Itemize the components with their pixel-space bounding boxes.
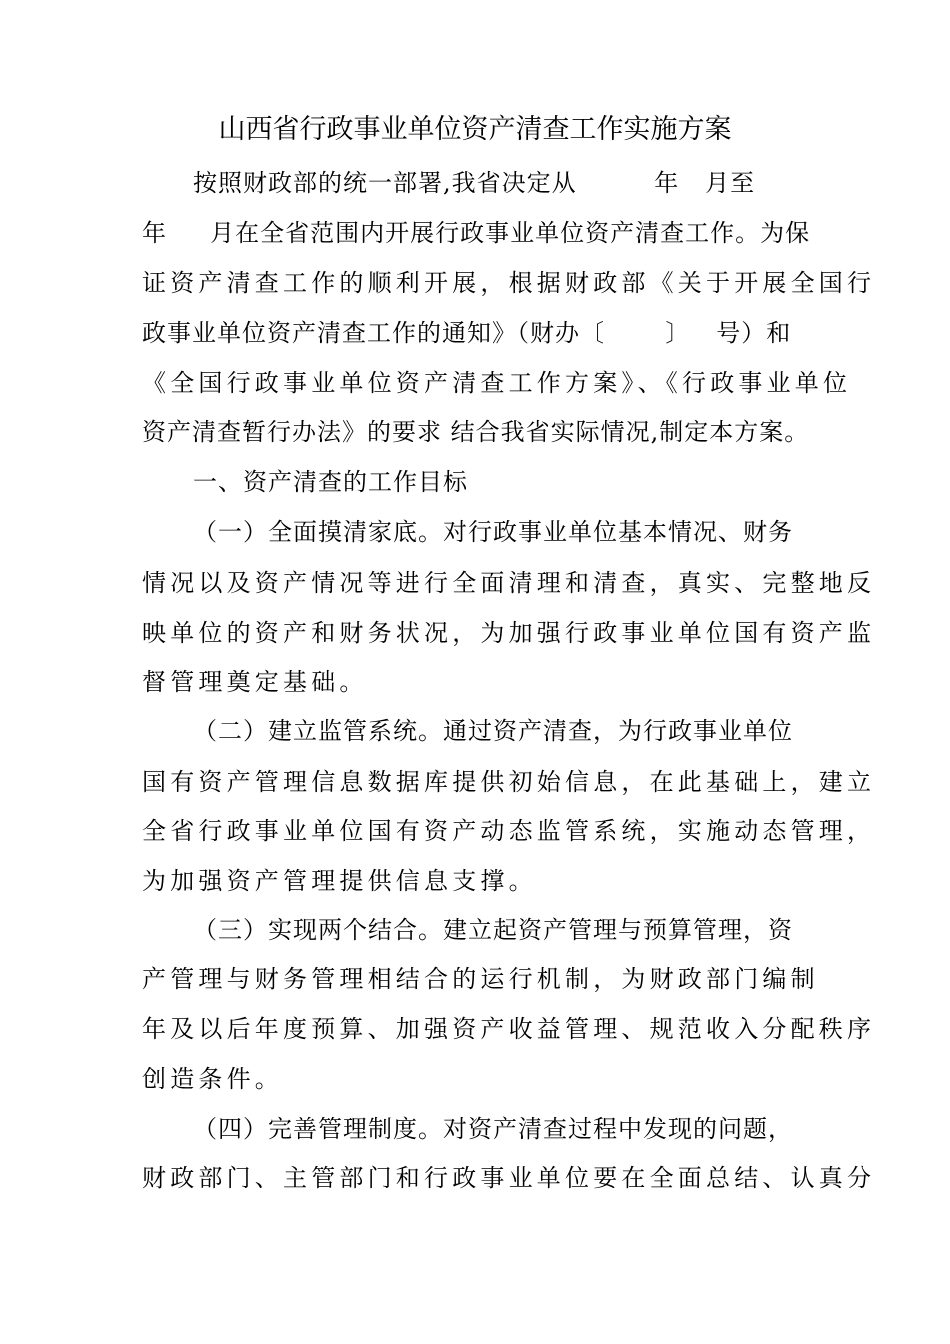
paragraph-line-16: （三）实现两个结合。建立起资产管理与预算管理，资 (193, 916, 793, 944)
paragraph-line-12: （二）建立监管系统。通过资产清查，为行政事业单位 (193, 717, 793, 745)
paragraph-line-21: 财政部门、主管部门和行政事业单位要在全面总结、认真分 (142, 1164, 876, 1192)
paragraph-line-14: 全省行政事业单位国有资产动态监管系统，实施动态管理， (142, 817, 876, 845)
paragraph-line-4: 政事业单位资产清查工作的通知》（财办〔 〕 号）和 (142, 319, 792, 347)
paragraph-line-20: （四）完善管理制度。对资产清查过程中发现的问题， (193, 1115, 793, 1143)
paragraph-line-1: 按照财政部的统一部署,我省决定从 年 月至 (193, 169, 756, 197)
paragraph-line-3: 证资产清查工作的顺利开展，根据财政部《关于开展全国行 (142, 269, 876, 297)
paragraph-line-2: 年 月在全省范围内开展行政事业单位资产清查工作。为保 (142, 219, 811, 247)
paragraph-line-17: 产管理与财务管理相结合的运行机制，为财政部门编制 (142, 965, 819, 993)
document-title: 山西省行政事业单位资产清查工作实施方案 (218, 114, 732, 145)
paragraph-line-11: 督管理奠定基础。 (142, 668, 368, 696)
paragraph-line-6: 资产清查暂行办法》的要求 结合我省实际情况,制定本方案。 (142, 418, 810, 446)
paragraph-line-9: 情况以及资产情况等进行全面清理和清查，真实、完整地反 (142, 569, 876, 597)
paragraph-line-15: 为加强资产管理提供信息支撑。 (142, 867, 537, 895)
paragraph-line-10: 映单位的资产和财务状况，为加强行政事业单位国有资产监 (142, 619, 876, 647)
section-heading-1: 一、资产清查的工作目标 (193, 468, 468, 496)
paragraph-line-18: 年及以后年度预算、加强资产收益管理、规范收入分配秩序 (142, 1015, 876, 1043)
paragraph-line-5: 《全国行政事业单位资产清查工作方案》、《行政事业单位 (142, 369, 852, 397)
paragraph-line-8: （一）全面摸清家底。对行政事业单位基本情况、财务 (193, 518, 793, 546)
paragraph-line-19: 创造条件。 (142, 1065, 283, 1093)
paragraph-line-13: 国有资产管理信息数据库提供初始信息，在此基础上，建立 (142, 768, 876, 796)
